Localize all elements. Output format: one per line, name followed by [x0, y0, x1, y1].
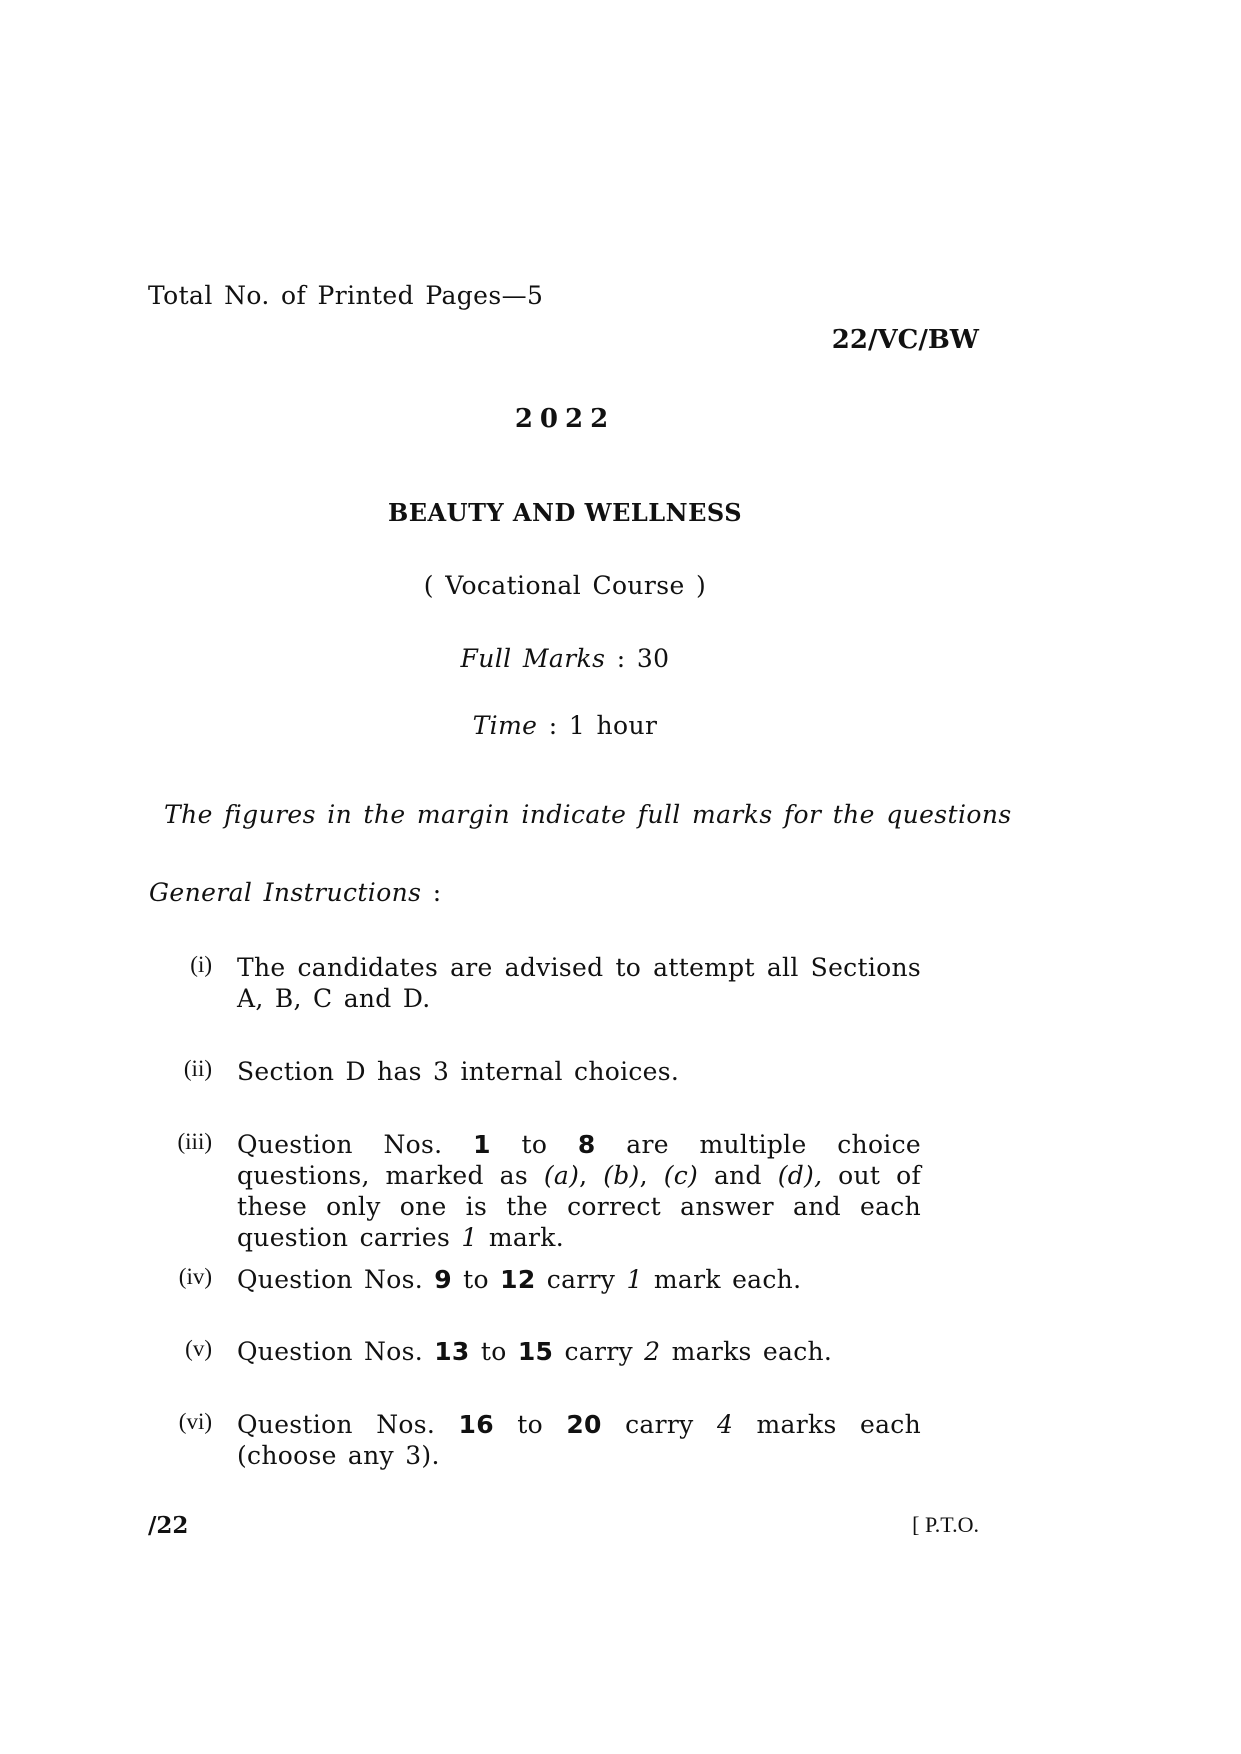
instruction-text: The candidates are advised to attempt all Sections A, B, C and D.: [237, 953, 921, 1013]
instruction-number: (iii): [177, 1129, 212, 1154]
instruction-text: Section D has 3 internal choices.: [237, 1057, 680, 1086]
general-instructions-label: General Instructions: [149, 878, 422, 907]
footer-code: /22: [148, 1512, 189, 1539]
total-printed-pages: Total No. of Printed Pages—5: [148, 281, 544, 310]
full-marks-label: Full Marks: [460, 644, 606, 673]
instruction-number: (vi): [178, 1409, 212, 1434]
course-type: ( Vocational Course ): [423, 571, 707, 600]
time-value: : 1 hour: [537, 711, 658, 740]
instruction-number: (ii): [183, 1056, 212, 1081]
exam-time: [0, 711, 1130, 740]
instruction-text: Question Nos. 16 to 20 carry 4 marks each (choose any 3).: [237, 1410, 921, 1470]
exam-year: 2022: [514, 404, 616, 434]
full-marks: [0, 644, 1130, 673]
full-marks-value: : 30: [605, 644, 670, 673]
instruction-text: Question Nos. 1 to 8 are multiple choice questions, marked as (a), (b), (c) and (d), out of these only one is the correct answer and each question carries 1 mark.: [237, 1130, 922, 1252]
general-instructions-colon: :: [421, 878, 442, 907]
instruction-number: (iv): [178, 1264, 212, 1289]
general-instructions-heading: [149, 878, 442, 907]
time-label: Time: [472, 711, 538, 740]
paper-code: 22/VC/BW: [831, 325, 979, 355]
instruction-text: Question Nos. 9 to 12 carry 1 mark each.: [237, 1265, 802, 1294]
margin-note: The figures in the margin indicate full marks for the questions: [164, 800, 1012, 829]
subject-title: BEAUTY AND WELLNESS: [387, 498, 743, 527]
instruction-number: (i): [190, 952, 212, 977]
please-turn-over: [ P.T.O.: [912, 1512, 979, 1537]
instruction-number: (v): [185, 1336, 212, 1361]
instruction-text: Question Nos. 13 to 15 carry 2 marks each.: [237, 1337, 833, 1366]
